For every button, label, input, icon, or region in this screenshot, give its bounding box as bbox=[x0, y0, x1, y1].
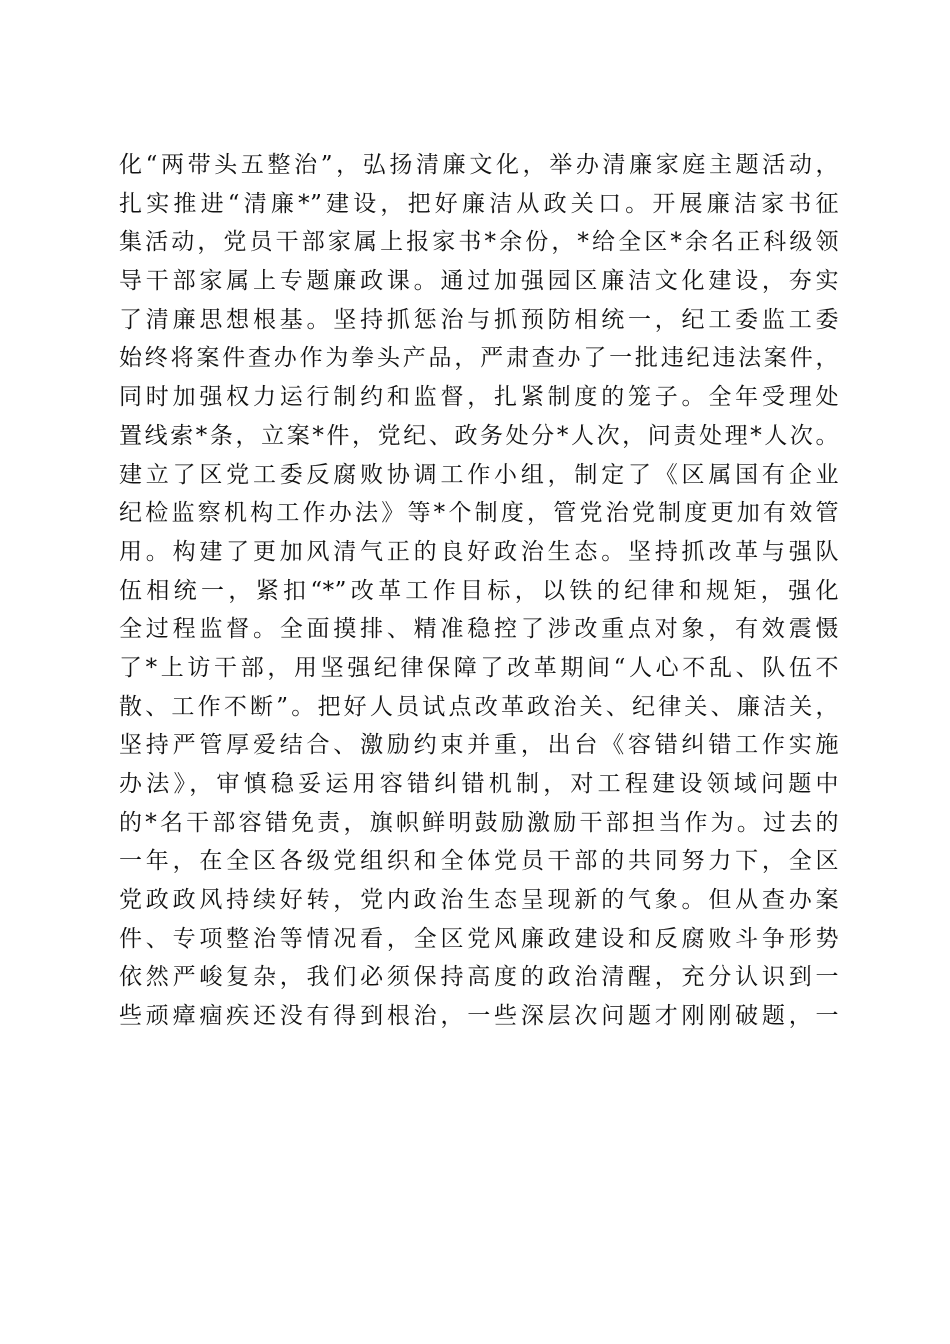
text-line: 用。构建了更加风清气正的良好政治生态。坚持抓改革与强队 bbox=[119, 538, 839, 565]
text-line: 全过程监督。全面摸排、精准稳控了涉改重点对象，有效震慑 bbox=[119, 616, 839, 643]
text-line: 一年，在全区各级党组织和全体党员干部的共同努力下，全区 bbox=[119, 848, 839, 875]
text-line: 坚持严管厚爱结合、激励约束并重，出台《容错纠错工作实施 bbox=[119, 732, 839, 759]
text-line: 散、工作不断”。把好人员试点改革政治关、纪律关、廉洁关， bbox=[119, 693, 839, 720]
text-line: 的*名干部容错免责，旗帜鲜明鼓励激励干部担当作为。过去的 bbox=[119, 809, 839, 836]
text-line: 导干部家属上专题廉政课。通过加强园区廉洁文化建设，夯实 bbox=[119, 268, 839, 295]
text-line: 置线索*条，立案*件，党纪、政务处分*人次，问责处理*人次。 bbox=[119, 422, 839, 449]
text-line: 党政政风持续好转，党内政治生态呈现新的气象。但从查办案 bbox=[119, 887, 839, 914]
text-line: 些顽瘴痼疾还没有得到根治，一些深层次问题才刚刚破题，一 bbox=[119, 1003, 839, 1030]
body-paragraph bbox=[119, 146, 839, 1036]
text-line: 集活动，党员干部家属上报家书*余份，*给全区*余名正科级领 bbox=[119, 229, 839, 256]
text-line: 了清廉思想根基。坚持抓惩治与抓预防相统一，纪工委监工委 bbox=[119, 306, 839, 333]
text-line: 纪检监察机构工作办法》等*个制度，管党治党制度更加有效管 bbox=[119, 500, 839, 527]
text-line: 伍相统一，紧扣“*”改革工作目标，以铁的纪律和规矩，强化 bbox=[119, 577, 839, 604]
text-line: 同时加强权力运行制约和监督，扎紧制度的笼子。全年受理处 bbox=[119, 384, 839, 411]
text-line: 办法》，审慎稳妥运用容错纠错机制，对工程建设领域问题中 bbox=[119, 771, 839, 797]
text-line: 化“两带头五整治”，弘扬清廉文化，举办清廉家庭主题活动， bbox=[119, 152, 839, 178]
text-line: 件、专项整治等情况看，全区党风廉政建设和反腐败斗争形势 bbox=[119, 925, 839, 952]
text-line: 扎实推进“清廉*”建设，把好廉洁从政关口。开展廉洁家书征 bbox=[119, 190, 839, 217]
text-line: 建立了区党工委反腐败协调工作小组，制定了《区属国有企业 bbox=[119, 461, 839, 488]
text-line: 了*上访干部，用坚强纪律保障了改革期间“人心不乱、队伍不 bbox=[119, 654, 839, 681]
text-line: 依然严峻复杂，我们必须保持高度的政治清醒，充分认识到一 bbox=[119, 964, 839, 991]
text-line: 始终将案件查办作为拳头产品，严肃查办了一批违纪违法案件， bbox=[119, 345, 839, 372]
